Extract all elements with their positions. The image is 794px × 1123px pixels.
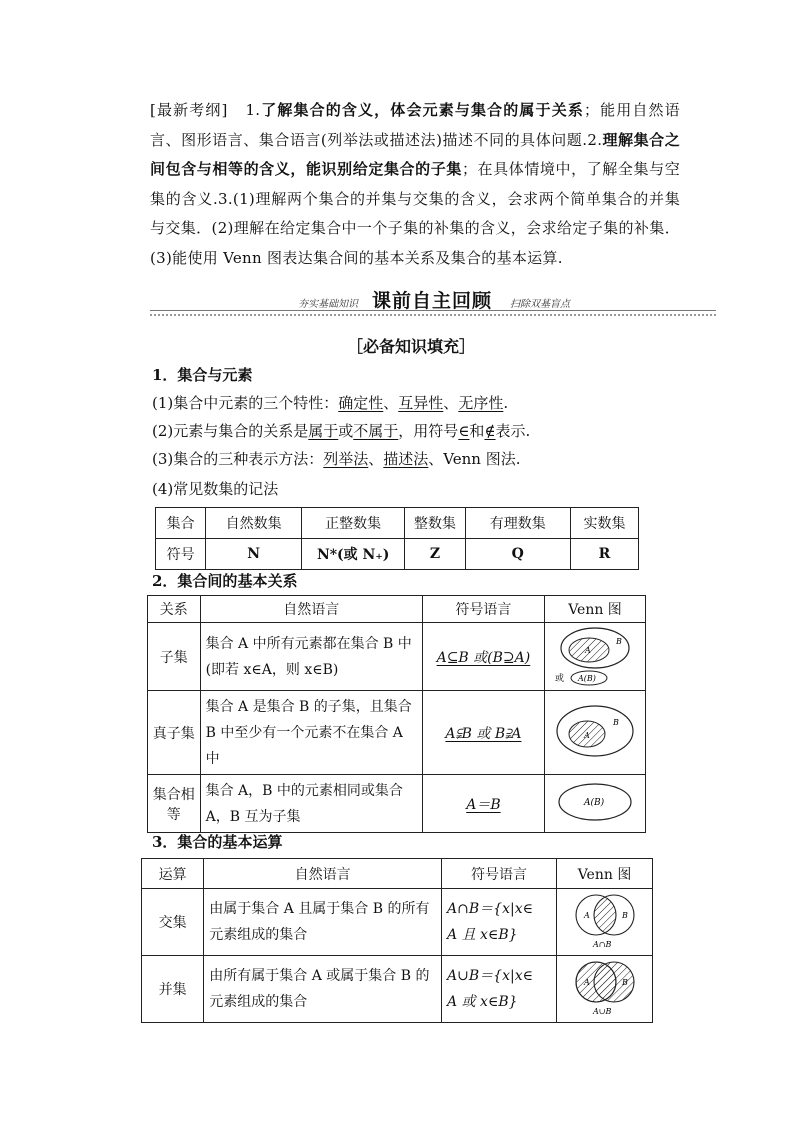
table-cell — [442, 956, 557, 1023]
s1-l2-answer-c: ∈ — [458, 422, 470, 440]
table-cell: N*(或 N₊) — [301, 539, 405, 570]
sym-line-2: A 或 x∈B} — [447, 994, 518, 1010]
table-cell: 并集 — [142, 956, 204, 1023]
table-row — [156, 539, 639, 570]
table-cell: A⊆B 或(B⊇A) — [422, 623, 544, 691]
banner-left-text: 夯实基础知识 — [298, 299, 358, 310]
sym-line-1: A∪B＝{x|x∈ — [447, 968, 533, 984]
operations-table — [141, 858, 653, 1023]
table-cell: R — [570, 539, 638, 570]
s1-l3-answer-b: 描述法 — [383, 450, 429, 468]
s1-l1-answer-b: 互异性 — [398, 394, 444, 412]
venn-cell — [557, 889, 653, 956]
table-row — [142, 889, 653, 956]
venn-label-a: A — [585, 645, 591, 655]
banner-dotted-rule — [150, 314, 716, 316]
venn-label-b: B — [621, 978, 628, 987]
table-cell: 集合相等 — [148, 775, 201, 833]
table-row — [148, 691, 646, 775]
table-cell: 关系 — [148, 596, 201, 623]
table-cell — [442, 889, 557, 956]
s1-l3-suffix: 、Venn 图法. — [428, 450, 521, 468]
sym-line-1: A∩B＝{x|x∈ — [447, 901, 533, 917]
venn-label-a: A — [583, 978, 590, 987]
table-cell: 有理数集 — [465, 508, 570, 539]
table-cell: 正整数集 — [301, 508, 405, 539]
table-cell: 集合 A，B 中的元素相同或集合 A，B 互为子集 — [200, 775, 422, 833]
venn-label-ab: A(B) — [578, 673, 596, 683]
syllabus-bold-1: 了解集合的含义，体会元素与集合的属于关系 — [260, 101, 584, 119]
venn-caption: A∪B — [592, 1007, 611, 1016]
venn-cell — [557, 956, 653, 1023]
s1-line1 — [152, 392, 508, 413]
s1-sep: 、 — [443, 394, 459, 412]
table-header-row — [142, 859, 653, 889]
union-venn-diagram — [560, 956, 650, 1018]
table-cell: N — [206, 539, 302, 570]
table-header-row — [156, 508, 639, 539]
venn-or-text: 或 — [555, 673, 565, 684]
s1-l2-answer-b: 不属于 — [353, 422, 399, 440]
venn-label-b: B — [613, 717, 619, 727]
venn-label-a: A — [584, 730, 590, 740]
table-row — [142, 956, 653, 1023]
s1-l3-answer-a: 列举法 — [323, 450, 369, 468]
venn-label-a: A — [583, 911, 590, 920]
table-cell: 集合 — [156, 508, 206, 539]
venn-cell — [545, 691, 646, 775]
s1-l2-prefix: (2)元素与集合的关系是 — [152, 422, 309, 440]
venn-label-b: B — [621, 911, 628, 920]
banner-rule — [150, 310, 716, 311]
intersection-venn-diagram — [560, 889, 650, 951]
table-cell: 符号语言 — [442, 859, 557, 889]
venn-cell — [545, 623, 646, 691]
table-cell: Venn 图 — [545, 596, 646, 623]
venn-cell — [545, 775, 646, 833]
s3-title: 3．集合的基本运算 — [152, 833, 283, 851]
table-cell: 由所有属于集合 A 或属于集合 B 的元素组成的集合 — [204, 956, 442, 1023]
syllabus-label: [最新考纲] — [150, 101, 228, 119]
table-cell: 整数集 — [405, 508, 465, 539]
table-cell: 子集 — [148, 623, 201, 691]
s1-dot: . — [503, 394, 509, 412]
table-cell: 实数集 — [570, 508, 638, 539]
table-cell: 交集 — [142, 889, 204, 956]
table-cell: Q — [465, 539, 570, 570]
venn-label-ab: A(B) — [584, 797, 605, 808]
s2-title: 2．集合间的基本关系 — [152, 572, 298, 590]
s1-sep: 、 — [368, 450, 384, 468]
syllabus-paragraph — [150, 96, 680, 273]
table-row — [148, 775, 646, 833]
banner-title: 课前自主回顾 — [372, 290, 493, 312]
table-row — [148, 623, 646, 691]
s1-l1-answer-c: 无序性 — [458, 394, 504, 412]
table-cell: 自然语言 — [204, 859, 442, 889]
s1-l2-mid2: ，用符号 — [398, 422, 459, 440]
table-cell: Z — [405, 539, 465, 570]
table-cell: 集合 A 是集合 B 的子集，且集合 B 中至少有一个元素不在集合 A 中 — [200, 691, 422, 775]
s1-l3-prefix: (3)集合的三种表示方法： — [152, 450, 324, 468]
s1-line4: (4)常见数集的记法 — [152, 480, 279, 498]
venn-label-b: B — [616, 636, 622, 646]
subset-venn-diagram — [547, 624, 643, 686]
syllabus-text-3: ；在具体情境中，了解全集与空集的含义.3.(1)理解两个集合的并集与交集的含义，会求两个简单集合的并集与交集．(2)理解在给定集合中一个子集的补集的含义，会求给定子集的补集．(3)能使用 Venn 图表达集合间的基本关系及集合的基本运算. — [150, 160, 680, 267]
section-banner — [150, 286, 716, 316]
sym-line-2: A 且 x∈B} — [447, 927, 518, 943]
table-cell: 自然语言 — [200, 596, 422, 623]
table-cell: 集合 A 中所有元素都在集合 B 中(即若 x∈A，则 x∈B) — [200, 623, 422, 691]
s1-l2-answer-d: ∉ — [484, 422, 496, 440]
s1-line3 — [152, 448, 521, 469]
table-cell: A⫋B 或 B⫌A — [422, 691, 544, 775]
proper-subset-venn-diagram — [547, 698, 643, 764]
table-cell: 符号 — [156, 539, 206, 570]
s1-l2-end: 表示. — [495, 422, 531, 440]
table-cell: 由属于集合 A 且属于集合 B 的所有元素组成的集合 — [204, 889, 442, 956]
s1-l1-answer-a: 确定性 — [338, 394, 384, 412]
table-cell: 自然数集 — [206, 508, 302, 539]
syllabus-bold-2: 理解集合之间包含与相等的含义，能识别给定集合的子集 — [150, 130, 680, 178]
table-header-row — [148, 596, 646, 623]
table-cell: 运算 — [142, 859, 204, 889]
venn-caption: A∩B — [592, 940, 611, 949]
s1-line2 — [152, 420, 530, 441]
table-cell: Venn 图 — [557, 859, 653, 889]
syllabus-text-1: 1. — [245, 101, 261, 119]
s1-l2-answer-a: 属于 — [308, 422, 339, 440]
s1-title: 1．集合与元素 — [152, 366, 253, 384]
table-cell: 真子集 — [148, 691, 201, 775]
table-cell: A＝B — [422, 775, 544, 833]
banner-right-text: 扫除双基盲点 — [510, 299, 570, 310]
syllabus-text-2: ；能用自然语言、图形语言、集合语言(列举法或描述法)描述不同的具体问题.2. — [150, 101, 680, 149]
equal-sets-venn-diagram — [547, 777, 643, 827]
number-sets-table — [155, 507, 639, 570]
s1-sep: 、 — [383, 394, 399, 412]
s1-l2-mid: 或 — [338, 422, 354, 440]
s1-l1-prefix: (1)集合中元素的三个特性： — [152, 394, 339, 412]
section-heading: ［必备知识填充］ — [347, 337, 476, 356]
relations-table — [147, 595, 646, 833]
table-cell: 符号语言 — [422, 596, 544, 623]
s1-l2-and: 和 — [469, 422, 485, 440]
